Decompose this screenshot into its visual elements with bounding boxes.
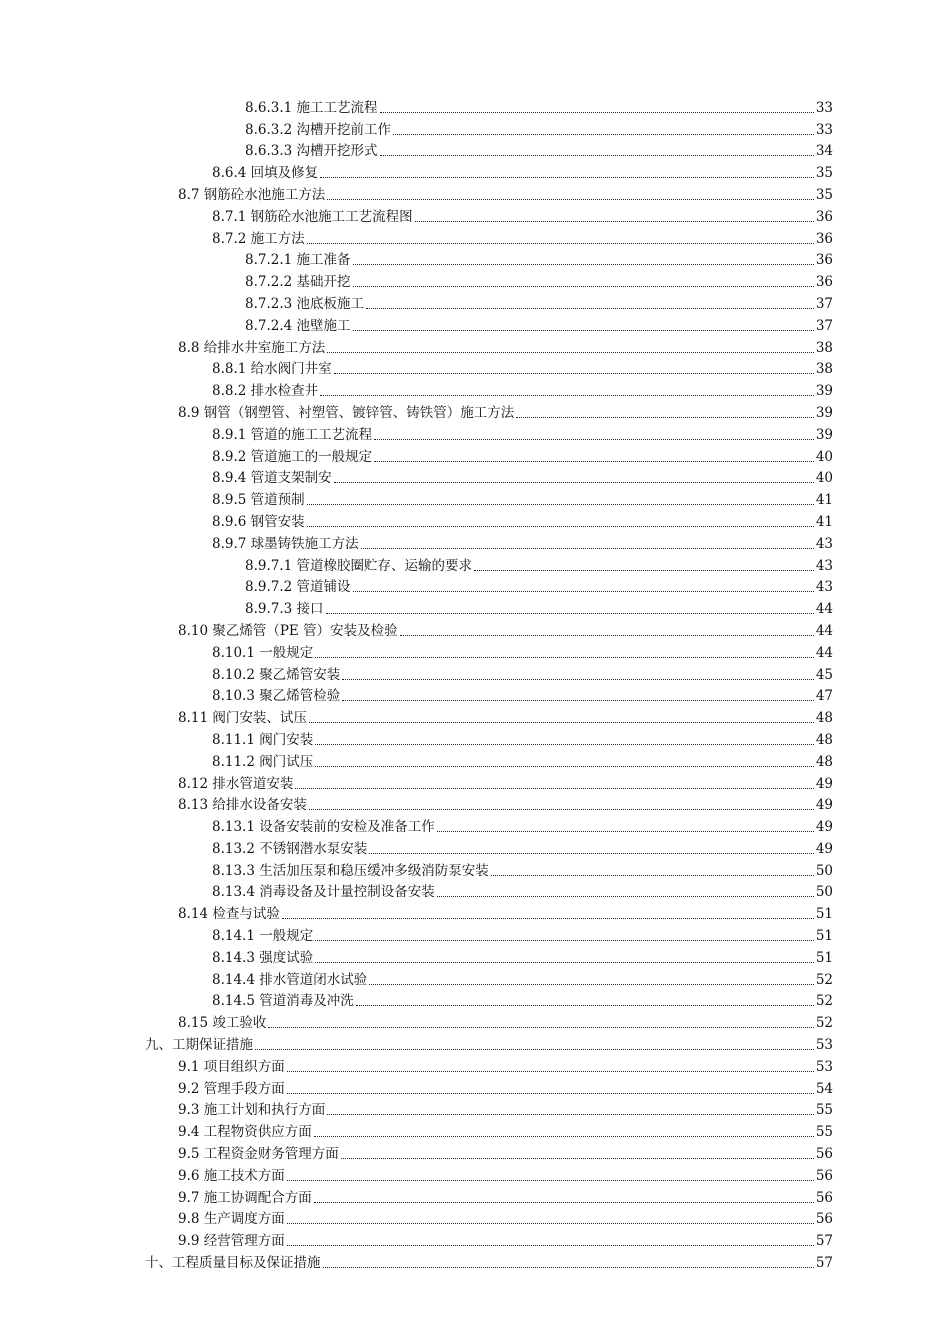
dot-leader <box>437 830 814 832</box>
toc-entry[interactable] <box>0 181 950 203</box>
dot-leader <box>327 198 814 200</box>
dot-leader <box>287 1070 814 1072</box>
toc-entry[interactable] <box>0 1227 950 1249</box>
toc-entry[interactable] <box>0 1009 950 1031</box>
dot-leader <box>342 678 814 680</box>
toc-entry-page-number: 57 <box>815 1233 833 1250</box>
toc-entry-title: 8.9.1 管道的施工工艺流程 <box>212 426 373 443</box>
toc-entry-page-number: 49 <box>815 775 833 792</box>
dot-leader <box>295 787 814 789</box>
dot-leader <box>287 1222 814 1224</box>
toc-entry-page-number: 48 <box>815 731 833 748</box>
toc-entry[interactable] <box>0 922 950 944</box>
dot-leader <box>380 111 814 113</box>
toc-entry-title: 8.14.5 管道消毒及冲洗 <box>212 993 354 1010</box>
toc-entry-page-number: 50 <box>815 862 833 879</box>
toc-entry[interactable] <box>0 1162 950 1184</box>
toc-entry-title: 8.14.1 一般规定 <box>212 928 314 945</box>
toc-entry[interactable] <box>0 552 950 574</box>
toc-entry-page-number: 48 <box>815 710 833 727</box>
toc-entry-title: 8.7.2.1 施工准备 <box>245 252 351 269</box>
toc-entry-page-number: 35 <box>815 165 833 182</box>
toc-entry-page-number: 53 <box>815 1037 833 1054</box>
toc-entry-title: 9.5 工程资金财务管理方面 <box>178 1146 339 1163</box>
toc-entry[interactable] <box>0 1097 950 1119</box>
toc-entry[interactable] <box>0 312 950 334</box>
toc-entry-title: 十、工程质量目标及保证措施 <box>145 1255 321 1272</box>
toc-entry-title: 8.7.2 施工方法 <box>212 230 305 247</box>
toc-entry[interactable] <box>0 377 950 399</box>
toc-entry-title: 9.2 管理手段方面 <box>178 1080 285 1097</box>
toc-entry-title: 8.13.2 不锈钢潜水泵安装 <box>212 840 368 857</box>
toc-entry-title: 8.11 阀门安装、试压 <box>178 710 307 727</box>
dot-leader <box>334 481 814 483</box>
toc-entry-page-number: 37 <box>815 317 833 334</box>
toc-entry-title: 8.15 竣工验收 <box>178 1015 267 1032</box>
toc-entry-title: 8.9.7.3 接口 <box>245 601 324 618</box>
toc-entry-page-number: 36 <box>815 208 833 225</box>
dot-leader <box>287 1179 814 1181</box>
toc-entry-title: 8.9.6 钢管安装 <box>212 513 305 530</box>
dot-leader <box>287 1092 814 1094</box>
toc-entry[interactable] <box>0 595 950 617</box>
toc-entry-page-number: 36 <box>815 230 833 247</box>
toc-entry[interactable] <box>0 530 950 552</box>
dot-leader <box>327 351 814 353</box>
toc-entry[interactable] <box>0 465 950 487</box>
dot-leader <box>369 983 814 985</box>
dot-leader <box>361 547 814 549</box>
toc-entry-page-number: 39 <box>815 383 833 400</box>
toc-entry-title: 8.9.5 管道预制 <box>212 492 305 509</box>
toc-entry-page-number: 43 <box>815 557 833 574</box>
toc-entry[interactable] <box>0 138 950 160</box>
dot-leader <box>366 307 814 309</box>
toc-entry-page-number: 41 <box>815 513 833 530</box>
dot-leader <box>353 263 814 265</box>
toc-entry[interactable] <box>0 508 950 530</box>
toc-entry-title: 8.9.7.2 管道铺设 <box>245 579 351 596</box>
toc-entry-title: 9.1 项目组织方面 <box>178 1058 285 1075</box>
dot-leader <box>326 612 814 614</box>
toc-entry[interactable] <box>0 574 950 596</box>
toc-entry[interactable] <box>0 1249 950 1271</box>
toc-entry[interactable] <box>0 683 950 705</box>
toc-entry[interactable] <box>0 966 950 988</box>
toc-entry[interactable] <box>0 988 950 1010</box>
toc-entry-page-number: 44 <box>815 644 833 661</box>
toc-entry-page-number: 51 <box>815 906 833 923</box>
toc-entry[interactable] <box>0 486 950 508</box>
toc-entry-title: 8.10.2 聚乙烯管安装 <box>212 666 341 683</box>
toc-entry-title: 8.7.2.2 基础开挖 <box>245 274 351 291</box>
dot-leader <box>374 438 814 440</box>
toc-entry-page-number: 47 <box>815 688 833 705</box>
toc-entry-title: 9.8 生产调度方面 <box>178 1211 285 1228</box>
toc-entry[interactable] <box>0 94 950 116</box>
toc-entry-title: 8.6.3.3 沟槽开挖形式 <box>245 143 378 160</box>
toc-entry-page-number: 48 <box>815 753 833 770</box>
toc-entry[interactable] <box>0 1053 950 1075</box>
toc-entry[interactable] <box>0 661 950 683</box>
toc-entry-title: 8.8 给排水井室施工方法 <box>178 339 326 356</box>
toc-entry-title: 9.3 施工计划和执行方面 <box>178 1102 326 1119</box>
toc-entry-title: 8.7.2.3 池底板施工 <box>245 295 365 312</box>
toc-entry-title: 8.12 排水管道安装 <box>178 775 294 792</box>
toc-entry-title: 8.9.4 管道支架制安 <box>212 470 332 487</box>
toc-entry-title: 8.13.4 消毒设备及计量控制设备安装 <box>212 884 435 901</box>
toc-entry[interactable] <box>0 857 950 879</box>
dot-leader <box>342 699 814 701</box>
toc-entry-page-number: 49 <box>815 797 833 814</box>
dot-leader <box>369 852 814 854</box>
dot-leader <box>315 939 814 941</box>
toc-entry[interactable] <box>0 944 950 966</box>
toc-entry-page-number: 53 <box>815 1058 833 1075</box>
dot-leader <box>327 1113 814 1115</box>
dot-leader <box>334 372 814 374</box>
dot-leader <box>374 460 814 462</box>
toc-entry[interactable] <box>0 356 950 378</box>
toc-entry-page-number: 39 <box>815 426 833 443</box>
dot-leader <box>415 220 814 222</box>
toc-entry-title: 8.6.4 回填及修复 <box>212 165 319 182</box>
toc-entry-title: 8.8.2 排水检查井 <box>212 383 319 400</box>
toc-entry-page-number: 43 <box>815 535 833 552</box>
toc-entry[interactable] <box>0 704 950 726</box>
toc-entry-page-number: 56 <box>815 1167 833 1184</box>
dot-leader <box>437 895 814 897</box>
toc-entry-title: 8.9.2 管道施工的一般规定 <box>212 448 373 465</box>
toc-entry[interactable] <box>0 203 950 225</box>
dot-leader <box>474 569 814 571</box>
toc-entry-page-number: 56 <box>815 1146 833 1163</box>
toc-entry-page-number: 49 <box>815 819 833 836</box>
toc-entry[interactable] <box>0 268 950 290</box>
dot-leader <box>393 133 814 135</box>
dot-leader <box>307 525 814 527</box>
toc-entry[interactable] <box>0 792 950 814</box>
dot-leader <box>307 242 814 244</box>
dot-leader <box>268 1026 814 1028</box>
toc-entry-title: 8.9.7 球墨铸铁施工方法 <box>212 535 359 552</box>
dot-leader <box>255 1048 814 1050</box>
toc-entry-title: 8.10 聚乙烯管（PE 管）安装及检验 <box>178 622 398 639</box>
toc-entry-page-number: 33 <box>815 99 833 116</box>
toc-entry-page-number: 52 <box>815 971 833 988</box>
toc-entry-title: 8.14.3 强度试验 <box>212 949 314 966</box>
toc-entry-title: 8.8.1 给水阀门井室 <box>212 361 332 378</box>
dot-leader <box>309 721 814 723</box>
toc-entry-title: 8.11.1 阀门安装 <box>212 731 314 748</box>
toc-entry-title: 8.13.3 生活加压泵和稳压缓冲多级消防泵安装 <box>212 862 489 879</box>
toc-entry[interactable] <box>0 639 950 661</box>
toc-entry[interactable] <box>0 334 950 356</box>
toc-entry-page-number: 57 <box>815 1255 833 1272</box>
toc-entry[interactable] <box>0 1206 950 1228</box>
toc-entry-page-number: 37 <box>815 295 833 312</box>
toc-entry-page-number: 33 <box>815 121 833 138</box>
toc-entry-page-number: 35 <box>815 186 833 203</box>
toc-entry-page-number: 38 <box>815 361 833 378</box>
dot-leader <box>309 808 814 810</box>
toc-entry-title: 8.9.7.1 管道橡胶圈贮存、运输的要求 <box>245 557 473 574</box>
toc-entry[interactable] <box>0 617 950 639</box>
dot-leader <box>315 743 814 745</box>
toc-entry-page-number: 38 <box>815 339 833 356</box>
dot-leader <box>380 154 814 156</box>
toc-entry-page-number: 43 <box>815 579 833 596</box>
toc-entry-title: 8.6.3.2 沟槽开挖前工作 <box>245 121 392 138</box>
toc-entry-title: 9.7 施工协调配合方面 <box>178 1189 312 1206</box>
dot-leader <box>356 1004 814 1006</box>
dot-leader <box>323 1266 815 1268</box>
toc-entry-title: 8.7.2.4 池壁施工 <box>245 317 351 334</box>
toc-entry[interactable] <box>0 835 950 857</box>
toc-entry-page-number: 51 <box>815 949 833 966</box>
dot-leader <box>516 416 814 418</box>
toc-entry-page-number: 56 <box>815 1189 833 1206</box>
toc-entry[interactable] <box>0 225 950 247</box>
dot-leader <box>341 1157 814 1159</box>
toc-entry[interactable] <box>0 1075 950 1097</box>
toc-entry-page-number: 44 <box>815 601 833 618</box>
toc-entry-title: 9.4 工程物资供应方面 <box>178 1124 312 1141</box>
toc-entry-title: 8.14.4 排水管道闭水试验 <box>212 971 368 988</box>
toc-entry-page-number: 36 <box>815 252 833 269</box>
dot-leader <box>353 329 814 331</box>
dot-leader <box>315 656 814 658</box>
toc-entry[interactable] <box>0 879 950 901</box>
toc-entry[interactable] <box>0 1118 950 1140</box>
dot-leader <box>353 590 814 592</box>
toc-entry-title: 8.14 检查与试验 <box>178 906 280 923</box>
toc-entry-page-number: 36 <box>815 274 833 291</box>
toc-entry-title: 8.7.1 钢筋砼水池施工工艺流程图 <box>212 208 413 225</box>
toc-entry-page-number: 40 <box>815 448 833 465</box>
toc-entry-page-number: 44 <box>815 622 833 639</box>
toc-entry-page-number: 54 <box>815 1080 833 1097</box>
toc-entry[interactable] <box>0 247 950 269</box>
toc-entry-title: 8.9 钢管（钢塑管、衬塑管、镀锌管、铸铁管）施工方法 <box>178 404 515 421</box>
toc-entry[interactable] <box>0 770 950 792</box>
toc-entry-page-number: 55 <box>815 1124 833 1141</box>
toc-entry[interactable] <box>0 290 950 312</box>
dot-leader <box>314 1135 814 1137</box>
toc-entry[interactable] <box>0 443 950 465</box>
toc-entry[interactable] <box>0 421 950 443</box>
toc-entry-page-number: 51 <box>815 928 833 945</box>
dot-leader <box>353 285 814 287</box>
toc-entry-page-number: 39 <box>815 404 833 421</box>
toc-entry[interactable] <box>0 726 950 748</box>
dot-leader <box>307 503 814 505</box>
toc-entry-page-number: 50 <box>815 884 833 901</box>
toc-entry-title: 8.13 给排水设备安装 <box>178 797 307 814</box>
toc-entry-title: 8.10.3 聚乙烯管检验 <box>212 688 341 705</box>
toc-entry[interactable] <box>0 1184 950 1206</box>
dot-leader <box>315 961 814 963</box>
table-of-contents <box>0 94 950 1271</box>
toc-entry-page-number: 34 <box>815 143 833 160</box>
toc-entry-page-number: 41 <box>815 492 833 509</box>
toc-entry-page-number: 56 <box>815 1211 833 1228</box>
toc-entry-page-number: 55 <box>815 1102 833 1119</box>
toc-entry[interactable] <box>0 1031 950 1053</box>
toc-entry-title: 8.7 钢筋砼水池施工方法 <box>178 186 326 203</box>
toc-entry-title: 8.10.1 一般规定 <box>212 644 314 661</box>
dot-leader <box>320 394 814 396</box>
toc-entry[interactable] <box>0 159 950 181</box>
toc-entry-title: 8.11.2 阀门试压 <box>212 753 314 770</box>
dot-leader <box>315 765 814 767</box>
toc-entry-title: 9.9 经营管理方面 <box>178 1233 285 1250</box>
toc-entry-title: 九、工期保证措施 <box>145 1037 253 1054</box>
toc-entry[interactable] <box>0 399 950 421</box>
toc-entry-title: 8.6.3.1 施工工艺流程 <box>245 99 378 116</box>
toc-entry-page-number: 52 <box>815 1015 833 1032</box>
toc-entry-page-number: 40 <box>815 470 833 487</box>
dot-leader <box>287 1244 814 1246</box>
toc-entry[interactable] <box>0 116 950 138</box>
toc-entry[interactable] <box>0 813 950 835</box>
dot-leader <box>320 176 814 178</box>
dot-leader <box>282 917 814 919</box>
dot-leader <box>491 874 814 876</box>
toc-entry-page-number: 52 <box>815 993 833 1010</box>
toc-entry[interactable] <box>0 900 950 922</box>
toc-entry[interactable] <box>0 1140 950 1162</box>
dot-leader <box>400 634 814 636</box>
toc-entry-page-number: 45 <box>815 666 833 683</box>
dot-leader <box>314 1201 814 1203</box>
toc-entry[interactable] <box>0 748 950 770</box>
toc-entry-page-number: 49 <box>815 840 833 857</box>
toc-entry-title: 8.13.1 设备安装前的安检及准备工作 <box>212 819 435 836</box>
toc-entry-title: 9.6 施工技术方面 <box>178 1167 285 1184</box>
